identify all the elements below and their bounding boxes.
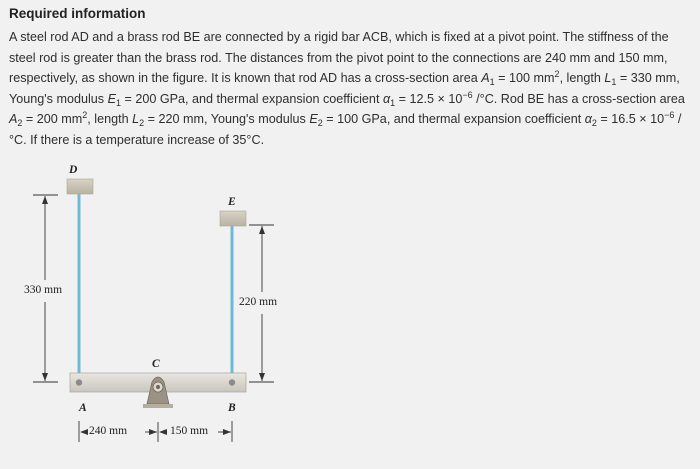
rod-be <box>231 226 234 374</box>
dim-220: 220 mm <box>239 296 278 308</box>
label-c: C <box>152 358 160 370</box>
problem-statement: A steel rod AD and a brass rod BE are connected by a rigid bar ACB, which is fixed at a pivot point. The stiffness of the steel rod is greater than the brass rod. The distances from the pivot point to the connections are 240 mm and 150 mm, respectively, as shown in the figure. It is known that rod AD has a cross-section area $A_1 = 100$ $mm^2$, length $L_1 = 330$ mm, Young's modulus $E_1 = 200$ GPa, and thermal expansion coefficient $\alpha_1 = 12.5 \times 10^{-6}$ /°C. Rod BE has a cross-section area $A_2 = 200$ $mm^2$, length $L_2 = 220$ mm, Young's modulus $E_2 = 100$ GPa, and thermal expansion coefficient $\alpha_2 = 16.5 \times 10^{-6}$ /°C. If there is a temperature increase of 35°C. <box>9 30 685 147</box>
support-e <box>220 211 246 226</box>
pin-b <box>229 379 235 385</box>
label-e: E <box>228 196 236 208</box>
rod-diagram <box>0 160 320 465</box>
dim-150: 150 mm <box>170 425 209 437</box>
support-d <box>67 179 93 194</box>
rod-figure <box>0 160 320 465</box>
label-b: B <box>228 402 236 414</box>
pin-a <box>76 379 82 385</box>
heading: Required information <box>9 6 146 21</box>
rod-ad <box>78 194 81 373</box>
label-a: A <box>79 402 87 414</box>
label-d: D <box>69 164 78 176</box>
dim-330: 330 mm <box>24 284 63 296</box>
dim-240: 240 mm <box>89 425 128 437</box>
